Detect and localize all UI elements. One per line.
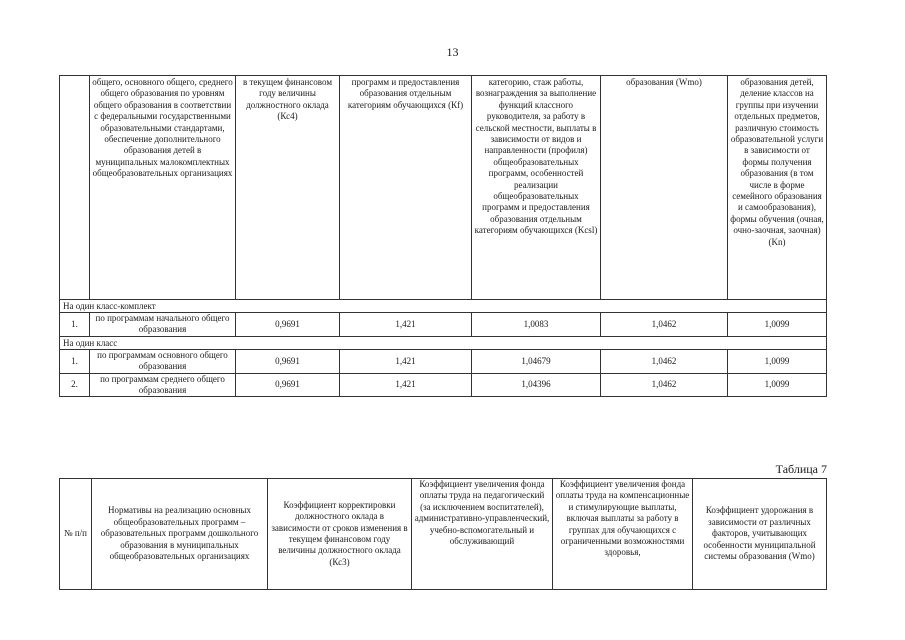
page-number: 13 bbox=[446, 45, 459, 59]
table-7 bbox=[59, 478, 827, 590]
table-row bbox=[60, 313, 827, 337]
header-cell-wmo: образования (Wmo) bbox=[601, 76, 728, 300]
value-wmo: 1,0462 bbox=[601, 349, 728, 373]
header-cell-kcsl: категорию, стаж работы, вознаграждения за выполнение функций классного руководителя, за работу в сельской местности, выплаты в зависимости от видов и направленности (профиля) общеобразовательных программ, особенностей реализации общеобразовательных программ и предоставления образования отдельным категориям обучающихся (Kcsl) bbox=[472, 76, 601, 300]
row-number: 1. bbox=[60, 349, 90, 373]
value-kn: 1,0099 bbox=[728, 313, 827, 337]
header-cell-compensation-coefficient: Коэффициент увеличения фонда оплаты труда на компенсационные и стимулирующие выплаты, включая выплаты за работу в группах для обучающихся с ограниченными возможностями здоровья, bbox=[553, 479, 693, 590]
value-kc4: 0,9691 bbox=[236, 313, 340, 337]
value-kf: 1,421 bbox=[340, 373, 472, 397]
header-cell-num: № п/п bbox=[60, 479, 92, 590]
header-cell-staff-coefficient: Коэффициент увеличения фонда оплаты труда на педагогический (за исключением воспитателей), административно-управленческий, учебно-вспомогательный и обслуживающий bbox=[412, 479, 553, 590]
value-kcsl: 1,04396 bbox=[472, 373, 601, 397]
value-kn: 1,0099 bbox=[728, 349, 827, 373]
value-kf: 1,421 bbox=[340, 349, 472, 373]
table-row bbox=[60, 349, 827, 373]
value-kc4: 0,9691 bbox=[236, 373, 340, 397]
row-number: 1. bbox=[60, 313, 90, 337]
row-name: по программам среднего общего образования bbox=[90, 373, 236, 397]
table-7-title: Таблица 7 bbox=[775, 462, 827, 476]
header-cell-wmo: Коэффициент удорожания в зависимости от различных факторов, учитывающих особенности муниципальной системы образования (Wmo) bbox=[693, 479, 827, 590]
value-kn: 1,0099 bbox=[728, 373, 827, 397]
row-name: по программам основного общего образования bbox=[90, 349, 236, 373]
value-wmo: 1,0462 bbox=[601, 373, 728, 397]
value-kc4: 0,9691 bbox=[236, 349, 340, 373]
header-cell-normatives: Нормативы на реализацию основных общеобразовательных программ – образовательных программ дошкольного образования в муниципальных общеобразовательных организациях bbox=[92, 479, 268, 590]
header-cell-kc4: в текущем финансовом году величины должностного оклада (Кс4) bbox=[236, 76, 340, 300]
value-kf: 1,421 bbox=[340, 313, 472, 337]
table-header-row bbox=[60, 479, 827, 590]
header-cell-kc3: Коэффициент корректировки должностного оклада в зависимости от сроков изменения в текущем финансовом году величины должностного оклада (Кс3) bbox=[268, 479, 412, 590]
section-label: На один класс bbox=[60, 336, 827, 349]
header-cell-num bbox=[60, 76, 90, 300]
header-cell-kf: программ и предоставления образования отдельным категориям обучающихся (Кf) bbox=[340, 76, 472, 300]
header-cell-kn: образования детей, деление классов на группы при изучении отдельных предметов, различную стоимость образовательной услуги в зависимости от формы получения образования (в том числе в форме семейного образования и самообразования), формы обучения (очная, очно-заочная, заочная) (Kn) bbox=[728, 76, 827, 300]
section-row bbox=[60, 300, 827, 313]
row-number: 2. bbox=[60, 373, 90, 397]
value-wmo: 1,0462 bbox=[601, 313, 728, 337]
normatives-table-continued bbox=[59, 75, 827, 397]
header-cell-normatives: общего, основного общего, среднего общего образования по уровням общего образования в соответствии с федеральными государственными образовательными стандартами, обеспечение дополнительного образования детей в муниципальных малокомплектных общеобразовательных организациях bbox=[90, 76, 236, 300]
table-header-row bbox=[60, 76, 827, 300]
value-kcsl: 1,04679 bbox=[472, 349, 601, 373]
value-kcsl: 1,0083 bbox=[472, 313, 601, 337]
section-row bbox=[60, 336, 827, 349]
table-row bbox=[60, 373, 827, 397]
section-label: На один класс-комплект bbox=[60, 300, 827, 313]
row-name: по программам начального общего образования bbox=[90, 313, 236, 337]
